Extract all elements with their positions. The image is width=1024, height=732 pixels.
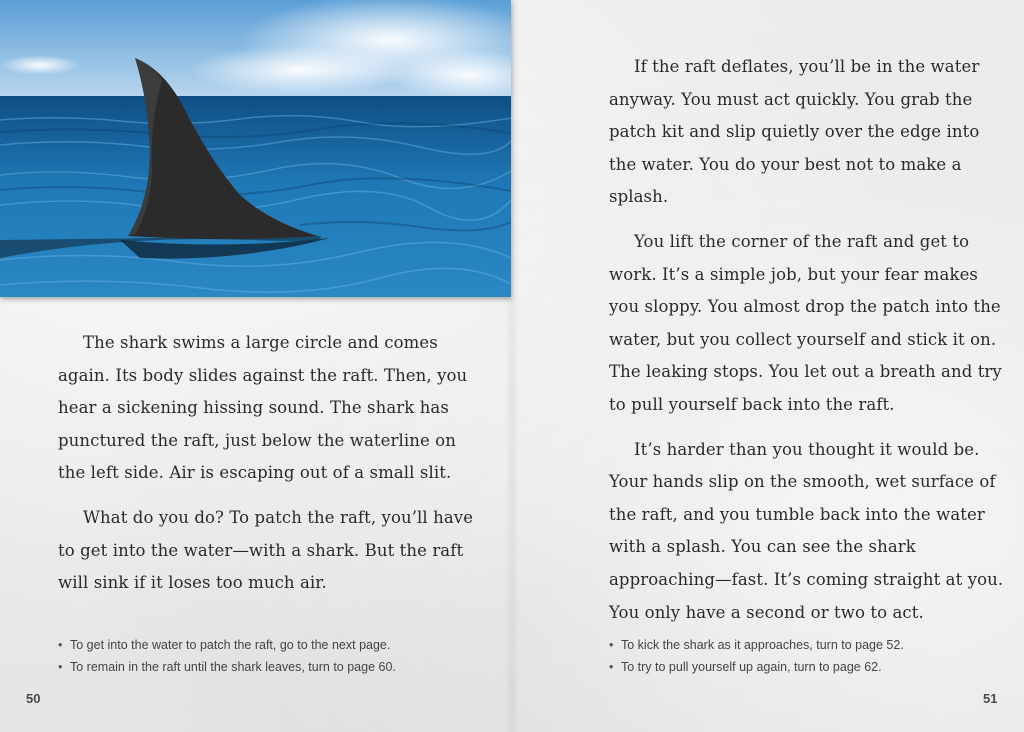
right-paragraph-2: You lift the corner of the raft and get to work. It’s a simple job, but your fear makes you sloppy. You almost drop the patch into the water, but you collect yourself and stick it on. The leaking stops. You let out a breath and try to pull yourself back into the raft. bbox=[609, 231, 1002, 414]
right-paragraph-1: If the raft deflates, you’ll be in the water anyway. You must act quickly. You grab the patch kit and slip quietly over the edge into the water. You do your best not to make a splash. bbox=[609, 57, 980, 207]
left-paragraph-1: The shark swims a large circle and comes again. Its body slides against the raft. Then, you hear a sickening hissing sound. The shark has punctured the raft, just below the waterline on the left side. Air is escaping out of a small slit. bbox=[58, 333, 468, 483]
choice-kick-shark[interactable]: • To kick the shark as it approaches, turn to page 52. bbox=[609, 634, 904, 656]
left-story-text bbox=[58, 327, 478, 600]
right-paragraph-3: It’s harder than you thought it would be. Your hands slip on the smooth, wet surface of the raft, and you tumble back into the water with a splash. You can see the shark approaching—fast. It’s coming straight at you. You only have a second or two to act. bbox=[609, 439, 1004, 622]
right-page bbox=[512, 0, 1024, 732]
right-choice-list bbox=[609, 634, 904, 678]
shark-fin-photo bbox=[0, 0, 511, 297]
choice-pull-up-again[interactable]: • To try to pull yourself up again, turn to page 62. bbox=[609, 656, 904, 678]
page-number-right: 51 bbox=[983, 691, 998, 706]
choice-remain-in-raft[interactable]: • To remain in the raft until the shark leaves, turn to page 60. bbox=[58, 656, 396, 678]
page-number-left: 50 bbox=[26, 691, 41, 706]
left-choice-list bbox=[58, 634, 396, 678]
right-story-text bbox=[609, 51, 1009, 629]
left-paragraph-2: What do you do? To patch the raft, you’ll have to get into the water—with a shark. But the raft will sink if it loses too much air. bbox=[58, 507, 474, 593]
choice-patch-raft[interactable]: • To get into the water to patch the raft, go to the next page. bbox=[58, 634, 396, 656]
